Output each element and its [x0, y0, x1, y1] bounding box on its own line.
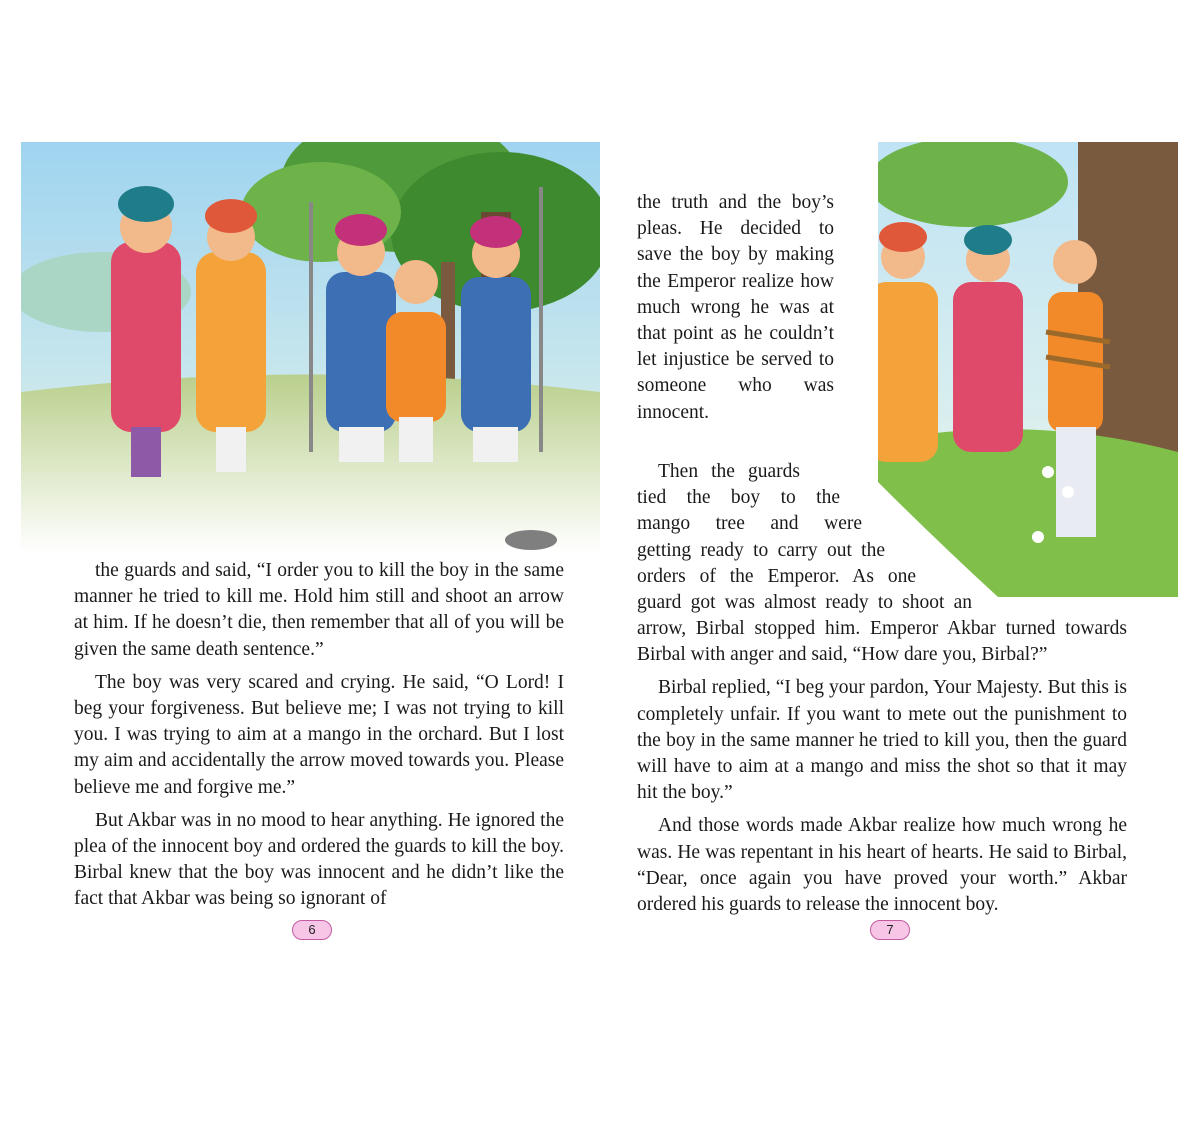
- right-page-narrow-text: [637, 190, 834, 433]
- paragraph: And those words made Akbar realize how much wrong he was. He was repentant in his heart of hearts. He said to Birbal, “Dear, once again you have proved your worth.” Akbar ordered his guards to release the innocent boy.: [637, 815, 1127, 916]
- page-number: 7: [870, 920, 910, 940]
- right-page: [600, 0, 1200, 1125]
- left-page-text: [74, 558, 564, 920]
- paragraph: the guards and said, “I order you to kill the boy in the same manner he tried to kill me. Hold him still and shoot an arrow at him. If he doesn’t die, then remember that all of you will be given the same death sentence.”: [74, 560, 564, 660]
- paragraph: arrow, Birbal stopped him. Emperor Akbar turned towards Birbal with anger and said, “How dare you, Birbal?”: [637, 618, 1127, 666]
- wrap-line: getting ready to carry out the: [637, 539, 885, 561]
- illustration-guards-leading-boy: [21, 142, 600, 552]
- paragraph: the truth and the boy’s pleas. He decided to save the boy by making the Emperor realize how much wrong he was at that point as he couldn’t let injustice be served to someone who was innocent.: [637, 192, 834, 423]
- right-page-text: [637, 616, 1127, 925]
- right-page-wrap-text: [637, 459, 1037, 616]
- paragraph: But Akbar was in no mood to hear anything. He ignored the plea of the innocent boy and ordered the guards to kill the boy. Birbal knew that the boy was innocent and he didn’t like the fact that Akbar was being so ignorant of: [74, 809, 564, 910]
- paragraph: Birbal replied, “I beg your pardon, Your Majesty. But this is completely unfair. If you want to mete out the punishment to the boy in the same manner he tried to kill you, then the guard will have to aim at a mango and miss the shot so that it may hit the boy.”: [637, 677, 1127, 804]
- wrap-line: orders of the Emperor. As one: [637, 565, 916, 587]
- page-number: 6: [292, 920, 332, 940]
- wrap-line: mango tree and were: [637, 513, 862, 535]
- wrap-line: tied the boy to the: [637, 487, 840, 509]
- paragraph: The boy was very scared and crying. He said, “O Lord! I beg your forgiveness. But believe me; I was not trying to kill you. I was trying to aim at a mango in the orchard. But I lost my aim and accidentally the arrow moved towards you. Please believe me and forgive me.”: [74, 671, 564, 798]
- wrap-line: guard got was almost ready to shoot an: [637, 592, 972, 614]
- wrap-line: Then the guards: [658, 461, 800, 482]
